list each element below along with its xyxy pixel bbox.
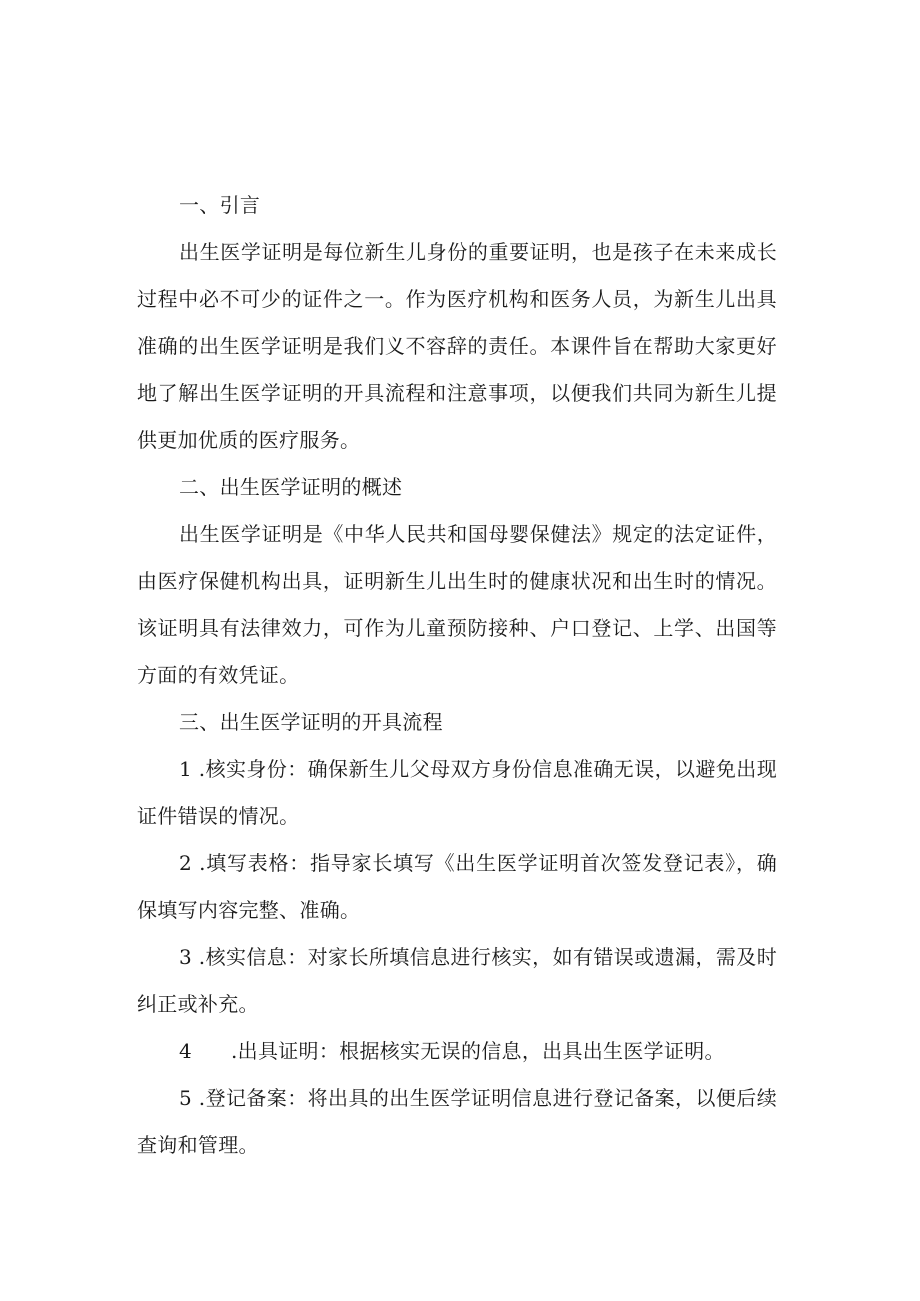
- step-text: .核实信息：对家长所填信息进行核实，如有错误或遗漏，需及时纠正或补充。: [137, 945, 777, 1016]
- process-step-2: [137, 840, 777, 934]
- process-step-5: [137, 1075, 777, 1169]
- document-body: [137, 182, 777, 1169]
- step-text: .核实身份：确保新生儿父母双方身份信息准确无误，以避免出现证件错误的情况。: [137, 757, 777, 828]
- introduction-paragraph: 出生医学证明是每位新生儿身份的重要证明，也是孩子在未来成长过程中必不可少的证件之一。作为医疗机构和医务人员，为新生儿出具准确的出生医学证明是我们义不容辞的责任。本课件旨在帮助大家更好地了解出生医学证明的开具流程和注意事项，以便我们共同为新生儿提供更加优质的医疗服务。: [137, 240, 777, 452]
- process-step-1: [137, 746, 777, 840]
- step-number: 5: [179, 1086, 193, 1110]
- step-number: 3: [179, 945, 193, 969]
- section-heading-process: 三、出生医学证明的开具流程: [179, 710, 443, 734]
- overview-paragraph: 出生医学证明是《中华人民共和国母婴保健法》规定的法定证件，由医疗保健机构出具，证明新生儿出生时的健康状况和出生时的情况。该证明具有法律效力，可作为儿童预防接种、户口登记、上学、出国等方面的有效凭证。: [137, 522, 777, 687]
- section-heading-overview: 二、出生医学证明的概述: [179, 475, 403, 499]
- step-text: .登记备案：将出具的出生医学证明信息进行登记备案，以便后续查询和管理。: [137, 1086, 777, 1157]
- process-step-3: [137, 934, 777, 1028]
- process-step-4: [137, 1028, 777, 1075]
- step-number: 4: [179, 1039, 193, 1063]
- step-text: .填写表格：指导家长填写《出生医学证明首次签发登记表》，确保填写内容完整、准确。: [137, 851, 777, 922]
- step-number: 1: [179, 757, 193, 781]
- step-text: .出具证明：根据核实无误的信息，出具出生医学证明。: [231, 1039, 725, 1063]
- step-number: 2: [179, 851, 193, 875]
- section-heading-introduction: 一、引言: [179, 193, 261, 217]
